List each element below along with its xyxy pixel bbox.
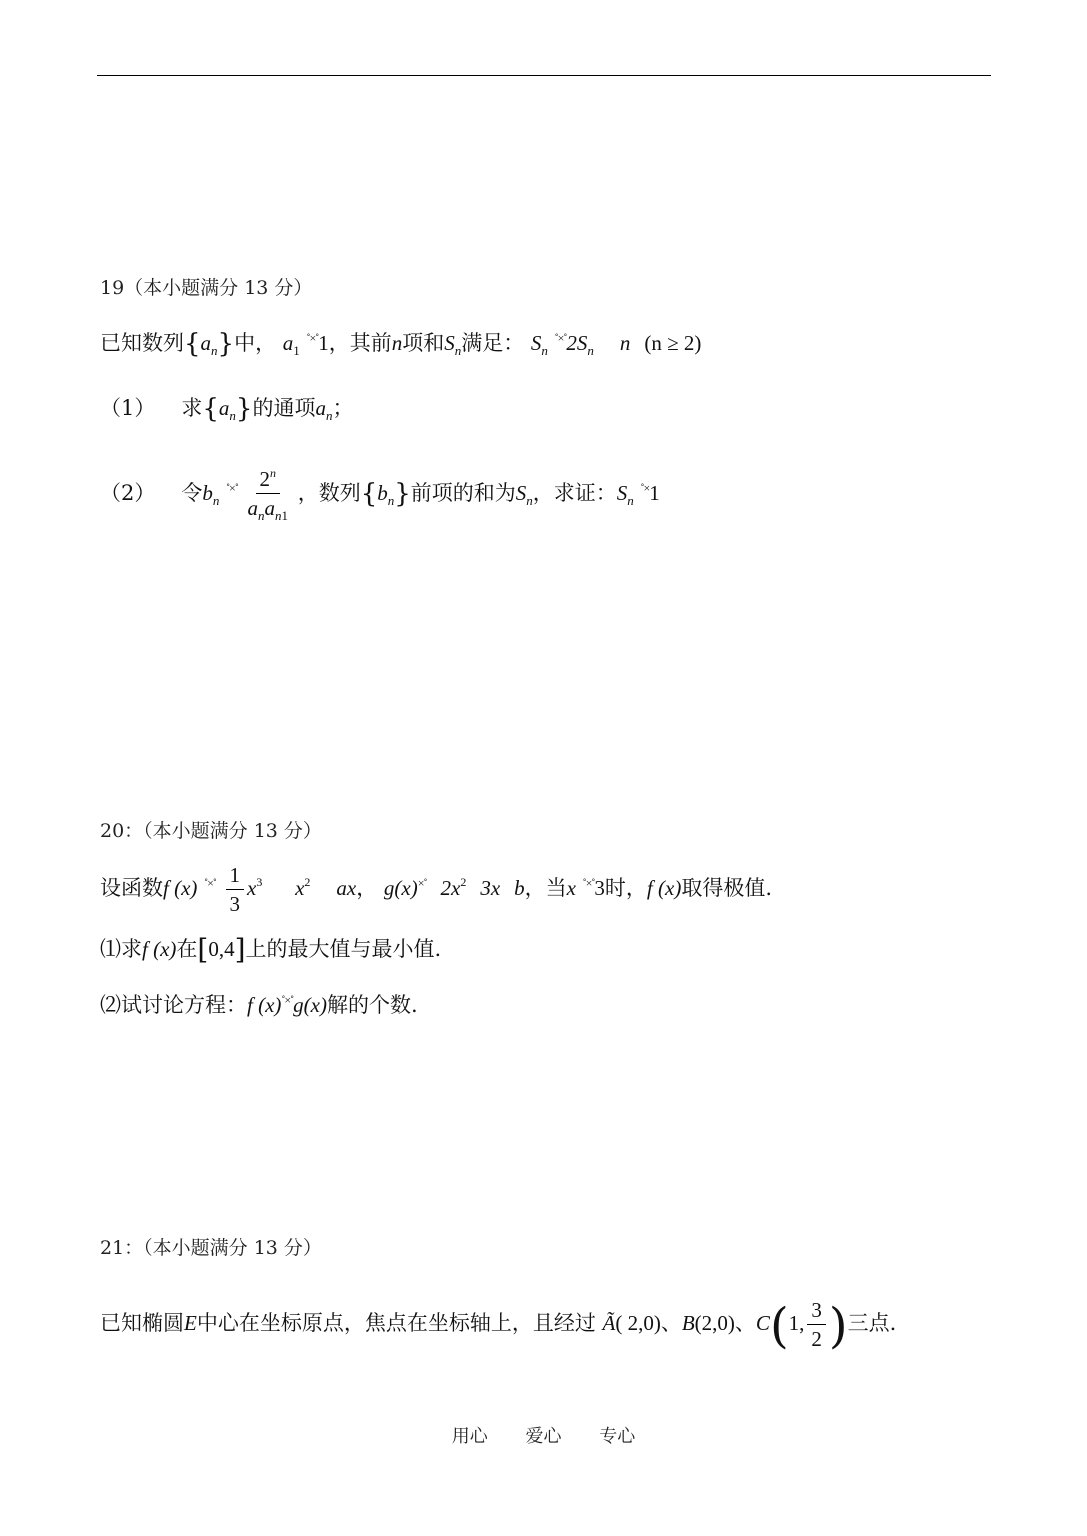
q19-stem: 已知数列$\{a_n\}$中， $a_1$ ˚×˚1，其前n项和$S_n$满足： $S_n$ $^{˚\times˚}2S_n$ n (n ≥ 2) bbox=[100, 329, 702, 359]
q19-part1: （1） 求$\{a_n\}$的通项$a_n$； bbox=[100, 394, 354, 424]
footer-text-2: 爱心 bbox=[525, 1426, 562, 1447]
q19-heading: 19（本小题满分 13 分） bbox=[100, 277, 313, 299]
q20-stem: 设函数f (x) ˚×˚ $\frac{1}{3}$ $x^3$ $x^2$ ax， g(x)×˚ $2x^2$ 3x b，当x ˚×˚3时，f (x)取得极值. bbox=[100, 863, 773, 916]
q21-stem: 已知椭圆E中心在坐标原点，焦点在坐标轴上，且经过 Ã( 2,0)、B(2,0)、C(1, $\frac{3}{2}$ )三点. bbox=[100, 1298, 897, 1354]
header-rule bbox=[97, 75, 991, 76]
footer-text-1: 用心 bbox=[451, 1426, 488, 1447]
q20-part1: ⑴求f (x)在[0,4]上的最大值与最小值. bbox=[100, 933, 442, 966]
q21-heading: 21：（本小题满分 13 分） bbox=[100, 1237, 322, 1259]
page-footer bbox=[0, 1422, 1087, 1448]
q20-part2: ⑵试讨论方程：f (x)˚×˚g(x)解的个数. bbox=[100, 993, 418, 1017]
q19-part2: （2） 令$b_n$ ˚×˚ $\frac{2^n}{a_na_{n1}}$ ，数列$\{b_n\}$前项的和为$S_n$，求证：$S_n$ ˚×1 bbox=[100, 458, 660, 531]
q19-fraction: $\frac{2^n}{a_na_{n1}}$ bbox=[248, 461, 289, 528]
q20-heading: 20：（本小题满分 13 分） bbox=[100, 820, 322, 842]
footer-text-3: 专心 bbox=[599, 1426, 636, 1447]
